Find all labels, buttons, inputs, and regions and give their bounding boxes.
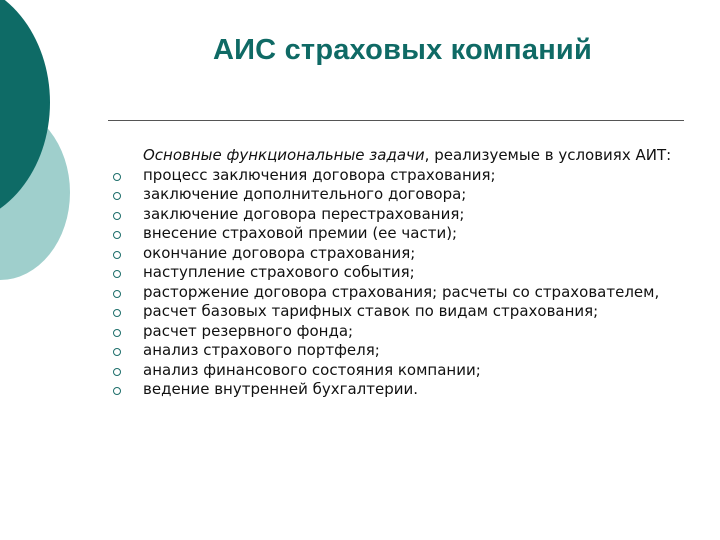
list-item xyxy=(112,380,672,400)
list-item xyxy=(112,341,672,361)
intro-rest: , реализуемые в условиях АИТ: xyxy=(424,146,672,164)
list-item-text: расторжение договора страхования; расчеты со страхователем, xyxy=(143,282,660,301)
bullet-circle-icon xyxy=(113,387,121,395)
list-item-text: внесение страховой премии (ее части); xyxy=(143,224,458,242)
list-item-text: расчет базовых тарифных ставок по видам страхования; xyxy=(143,302,599,320)
intro-emphasis: Основные функциональные задачи xyxy=(143,146,425,164)
list-item-text: процесс заключения договора страхования; xyxy=(143,165,496,184)
title-divider xyxy=(108,120,684,121)
list-item xyxy=(112,302,672,322)
slide-body xyxy=(112,146,672,400)
list-item-text: заключение договора перестрахования; xyxy=(143,204,465,223)
list-item-text: анализ финансового состояния компании; xyxy=(143,360,481,379)
list-item xyxy=(112,224,672,244)
list-item xyxy=(112,205,672,225)
list-item xyxy=(112,283,672,303)
list-item xyxy=(112,263,672,283)
intro-text xyxy=(143,146,672,166)
bullet-circle-icon xyxy=(113,251,121,259)
task-list xyxy=(112,166,672,400)
bullet-circle-icon xyxy=(113,329,121,337)
bullet-circle-icon xyxy=(113,231,121,239)
list-item xyxy=(112,322,672,342)
bullet-circle-icon xyxy=(113,290,121,298)
list-item-text: анализ страхового портфеля; xyxy=(143,341,380,359)
list-item xyxy=(112,166,672,186)
bullet-circle-icon xyxy=(113,368,121,376)
list-item-text: окончание договора страхования; xyxy=(143,243,416,262)
bullet-circle-icon xyxy=(113,212,121,220)
bullet-circle-icon xyxy=(113,309,121,317)
list-item-text: заключение дополнительного договора; xyxy=(143,185,467,203)
bullet-circle-icon xyxy=(113,348,121,356)
list-item xyxy=(112,185,672,205)
slide-title: АИС страховых компаний xyxy=(213,34,592,66)
list-item-text: расчет резервного фонда; xyxy=(143,321,354,340)
list-item xyxy=(112,361,672,381)
bullet-circle-icon xyxy=(113,270,121,278)
list-item xyxy=(112,244,672,264)
bullet-circle-icon xyxy=(113,173,121,181)
list-item-text: наступление страхового события; xyxy=(143,263,415,281)
list-item-text: ведение внутренней бухгалтерии. xyxy=(143,380,419,398)
bullet-circle-icon xyxy=(113,192,121,200)
